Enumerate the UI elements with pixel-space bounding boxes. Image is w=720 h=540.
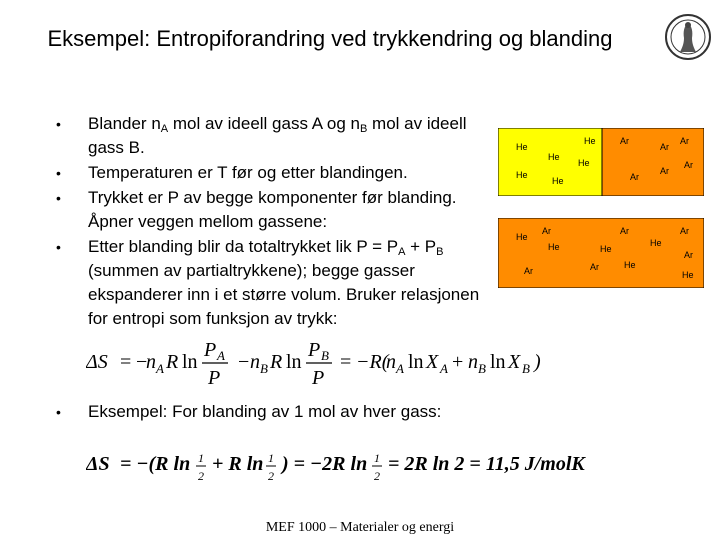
svg-text:=: = [120,351,132,373]
svg-text:A: A [156,361,164,376]
bullet-list [56,112,496,332]
example-text: Eksempel: For blanding av 1 mol av hver gass: [88,402,442,421]
gas-label: Ar [630,172,639,182]
svg-text:ΔS: ΔS [86,351,108,373]
svg-text:B: B [260,361,268,376]
gas-label: He [600,244,612,254]
svg-text:2: 2 [198,469,204,483]
svg-text:) = −2R ln: ) = −2R ln [282,453,368,475]
svg-text:= −(R ln: = −(R ln [120,453,191,475]
gas-label: He [624,260,636,270]
svg-text:X: X [508,351,521,373]
svg-text:n: n [250,351,260,373]
gas-label: Ar [680,136,689,146]
svg-text:=: = [340,351,352,373]
bullet-marker: • [56,404,61,420]
example-equation [86,448,596,486]
svg-text:P: P [308,339,321,361]
svg-text:2: 2 [374,469,380,483]
svg-text:): ) [534,351,541,373]
svg-text:ln: ln [182,351,198,373]
svg-text:1: 1 [374,451,380,465]
svg-text:−R(: −R( [356,351,389,373]
gas-label: He [516,142,528,152]
svg-text:−: − [238,351,250,373]
svg-text:ln: ln [286,351,302,373]
gas-label: He [552,176,564,186]
gas-label: Ar [660,166,669,176]
svg-text:P: P [312,367,325,388]
bullet-item: • Trykket er P av begge komponenter før blanding. Åpner veggen mellom gassene: [56,188,457,231]
svg-text:2: 2 [268,469,274,483]
gas-label: Ar [542,226,551,236]
gas-label: He [650,238,662,248]
gas-label: Ar [684,250,693,260]
gas-label: He [516,232,528,242]
gas-label: He [548,242,560,252]
svg-text:n: n [146,351,156,373]
svg-text:ΔS: ΔS [86,453,110,475]
bullet-marker: • [56,116,61,132]
svg-text:n: n [386,351,396,373]
svg-text:+ R ln: + R ln [212,453,264,475]
bullet-marker: • [56,190,61,206]
gas-label: He [578,158,590,168]
bullet-marker: • [56,239,61,255]
gas-label: He [548,152,560,162]
gas-label: Ar [590,262,599,272]
gas-label: He [682,270,694,280]
bullet-marker: • [56,165,61,181]
svg-text:1: 1 [198,451,204,465]
svg-text:R: R [270,351,283,373]
svg-text:A: A [396,361,404,376]
gas-label: Ar [684,160,693,170]
svg-text:−: − [136,351,148,373]
gas-label: He [516,170,528,180]
svg-text:A: A [217,348,225,363]
svg-text:P: P [204,339,217,361]
gas-label: Ar [620,136,629,146]
svg-text:1: 1 [268,451,274,465]
svg-text:B: B [321,348,329,363]
after-mixing-diagram [498,218,704,288]
svg-text:B: B [478,361,486,376]
svg-text:ln: ln [408,351,424,373]
svg-text:= 2R ln 2 = 11,5 J/molK: = 2R ln 2 = 11,5 J/molK [388,453,585,475]
svg-text:ln: ln [490,351,506,373]
entropy-equation [86,336,556,388]
bullet-item: • Temperaturen er T før og etter blandingen. [56,161,496,185]
gas-label: Ar [524,266,533,276]
footer: MEF 1000 – Materialer og energi [265,520,455,535]
bullet-item: • Etter blanding blir da totaltrykket lik $P = P_A + P_B$ (summen av partialtrykkene); begge gasser ekspanderer inn i et større volum. Bruker relasjonen for entropi som funksjon av trykk: [56,237,480,328]
university-seal-icon [664,8,712,66]
gas-label: He [584,136,596,146]
svg-text:n: n [468,351,478,373]
svg-text:+: + [452,351,464,373]
before-mixing-diagram [498,128,704,196]
example-bullet [56,400,648,424]
gas-label: Ar [660,142,669,152]
bullet-item: • Blander $n_A$ mol av ideell gass A og $n_B$ mol av ideell gass B. [56,114,467,157]
gas-label: Ar [620,226,629,236]
gas-label: Ar [680,226,689,236]
svg-text:A: A [440,361,448,376]
svg-text:R: R [166,351,179,373]
svg-text:B: B [522,361,530,376]
page-title: Eksempel: Entropiforandring ved trykkendring og blanding [47,26,613,51]
svg-text:P: P [208,367,221,388]
svg-text:X: X [426,351,439,373]
